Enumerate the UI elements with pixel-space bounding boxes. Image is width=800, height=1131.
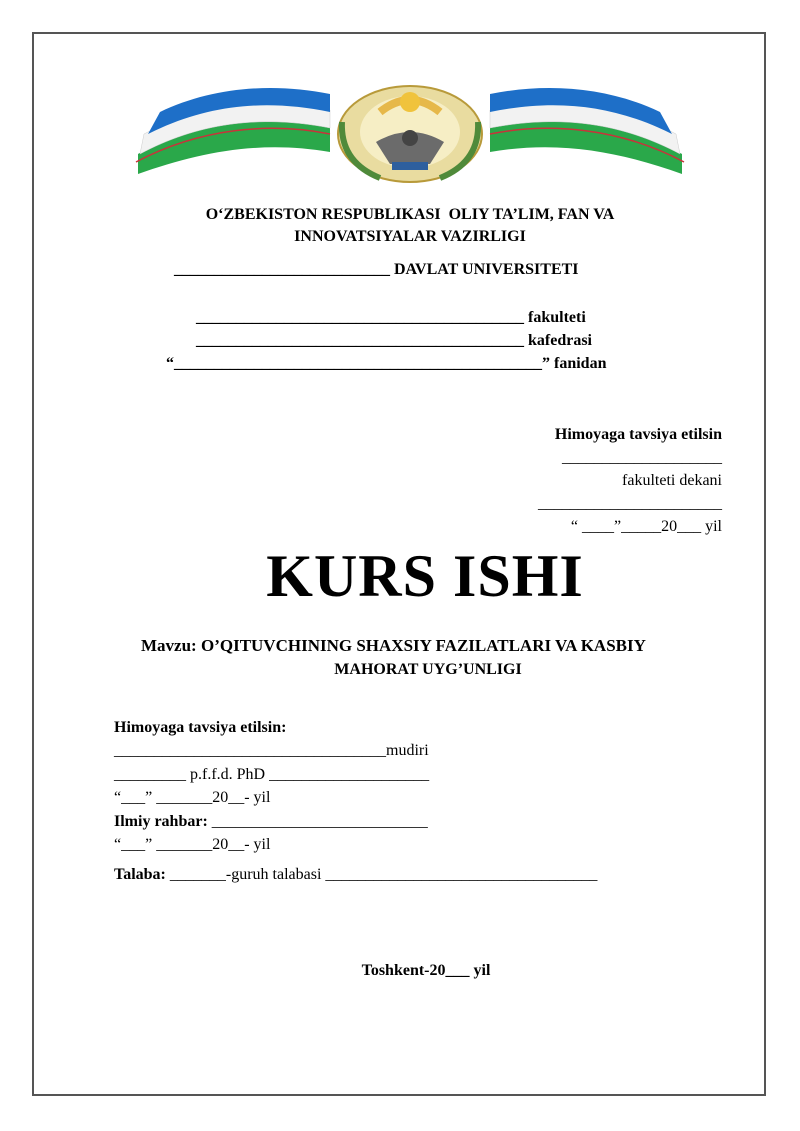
faculty-label: fakulteti — [528, 309, 586, 326]
topic-text-1: O’QITUVCHINING SHAXSIY FAZILATLARI VA KASBIY — [200, 636, 646, 655]
dean-label: fakulteti dekani — [622, 472, 722, 489]
ministry-line-1: O‘ZBEKISTON RESPUBLIKASI OLIY TA’LIM, FAN VA — [205, 206, 615, 223]
approval-date-bottom-2: “___” _______20__- yil — [114, 836, 271, 853]
city-year: Toshkent-20___ yil — [361, 962, 491, 979]
topic-label: Mavzu: — [141, 636, 201, 655]
topic-text-2: MAHORAT UYG’UNLIGI — [334, 661, 522, 678]
ministry-line-2: INNOVATSIYALAR VAZIRLIGI — [294, 228, 526, 245]
department-blank: _________________________________________ — [196, 332, 524, 349]
uzbekistan-emblem-flags-image — [130, 82, 690, 184]
faculty-line — [196, 309, 586, 327]
faculty-blank: _________________________________________ — [196, 309, 524, 326]
university-blank: ___________________________ — [174, 261, 390, 278]
approval-heading-top: Himoyaga tavsiya etilsin — [554, 426, 722, 443]
head-of-department-line: __________________________________mudiri — [114, 742, 429, 759]
student-label: Talaba: — [114, 866, 170, 883]
advisor-label: Ilmiy rahbar: — [114, 813, 212, 830]
department-label: kafedrasi — [528, 332, 592, 349]
subject-line — [166, 355, 606, 373]
subject-open-quote: “ — [166, 355, 174, 372]
approval-date-top: “ ____”_____20___ yil — [570, 518, 722, 535]
advisor-line — [114, 813, 428, 831]
university-name: DAVLAT UNIVERSITETI — [394, 261, 579, 278]
department-line — [196, 332, 592, 350]
subject-blank: ______________________________________________ — [174, 355, 542, 372]
university-line — [174, 261, 579, 279]
dean-signature-blank: _______________________ — [538, 495, 722, 512]
document-title: KURS ISHI — [266, 543, 584, 609]
degree-line: _________ p.f.f.d. PhD ____________________ — [114, 766, 430, 783]
approval-date-bottom-1: “___” _______20__- yil — [114, 789, 271, 806]
advisor-blank: ___________________________ — [211, 813, 428, 830]
approval-heading-bottom: Himoyaga tavsiya etilsin: — [114, 719, 287, 736]
subject-label: ” fanidan — [542, 355, 607, 372]
student-line — [114, 866, 597, 884]
topic-line-1 — [141, 636, 646, 656]
dean-blank: ____________________ — [562, 449, 722, 466]
student-blank: _______-guruh talabasi __________________________________ — [169, 866, 598, 883]
